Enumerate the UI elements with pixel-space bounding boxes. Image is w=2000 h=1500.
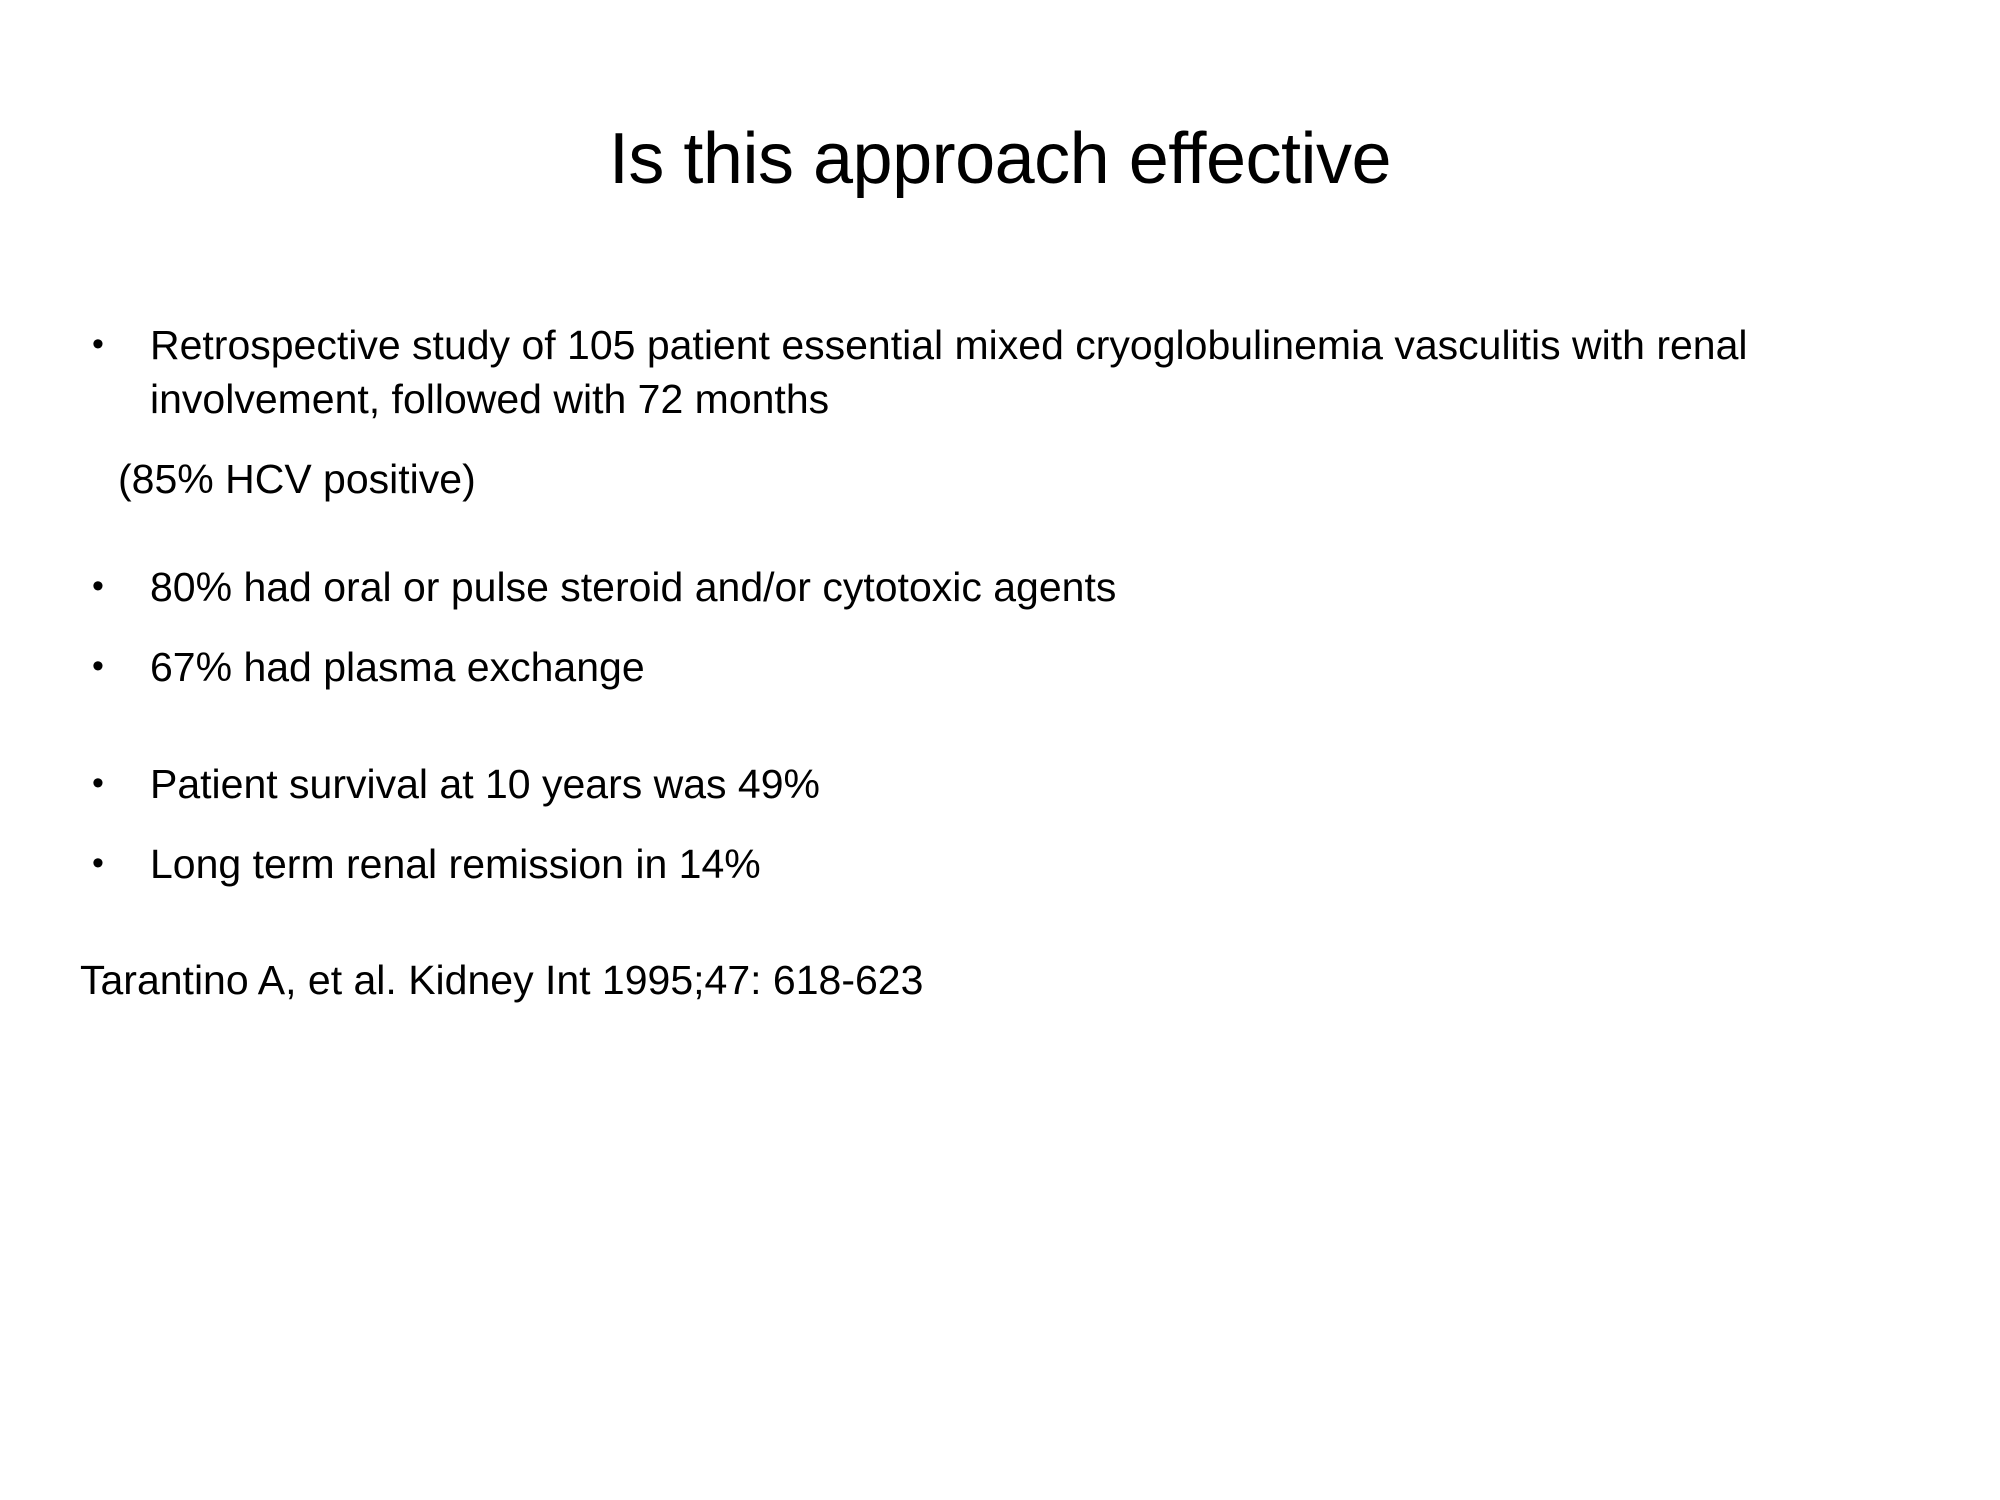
page-title: Is this approach effective <box>608 119 1392 199</box>
spacer <box>80 695 1960 757</box>
bullet-icon: • <box>92 763 104 802</box>
spacer <box>80 811 1960 837</box>
spacer <box>80 506 1960 560</box>
bullet-icon: • <box>92 843 104 882</box>
citation-reference: Tarantino A, et al. Kidney Int 1995;47: 618-623 <box>80 956 924 1003</box>
spacer <box>80 426 1960 452</box>
bullet-icon: • <box>92 325 104 363</box>
spacer <box>80 891 1960 953</box>
list-item <box>80 757 1960 811</box>
bullet-icon: • <box>92 567 104 606</box>
list-item-text: Patient survival at 10 years was 49% <box>150 760 820 807</box>
list-item <box>80 640 1960 694</box>
list-item <box>80 837 1960 891</box>
list-item <box>80 560 1960 614</box>
list-item <box>80 318 1960 426</box>
list-item-text: Long term renal remission in 14% <box>150 840 761 887</box>
bullet-icon: • <box>92 647 104 686</box>
list-item-text: 67% had plasma exchange <box>150 644 645 691</box>
spacer <box>80 614 1960 640</box>
list-item-text: 80% had oral or pulse steroid and/or cytotoxic agents <box>150 564 1117 611</box>
list-item-text: Retrospective study of 105 patient essential mixed cryoglobulinemia vasculitis with renal involvement, followed with 72 months <box>150 322 1748 423</box>
sub-note: (85% HCV positive) <box>118 456 476 503</box>
slide-body <box>80 318 1960 1007</box>
